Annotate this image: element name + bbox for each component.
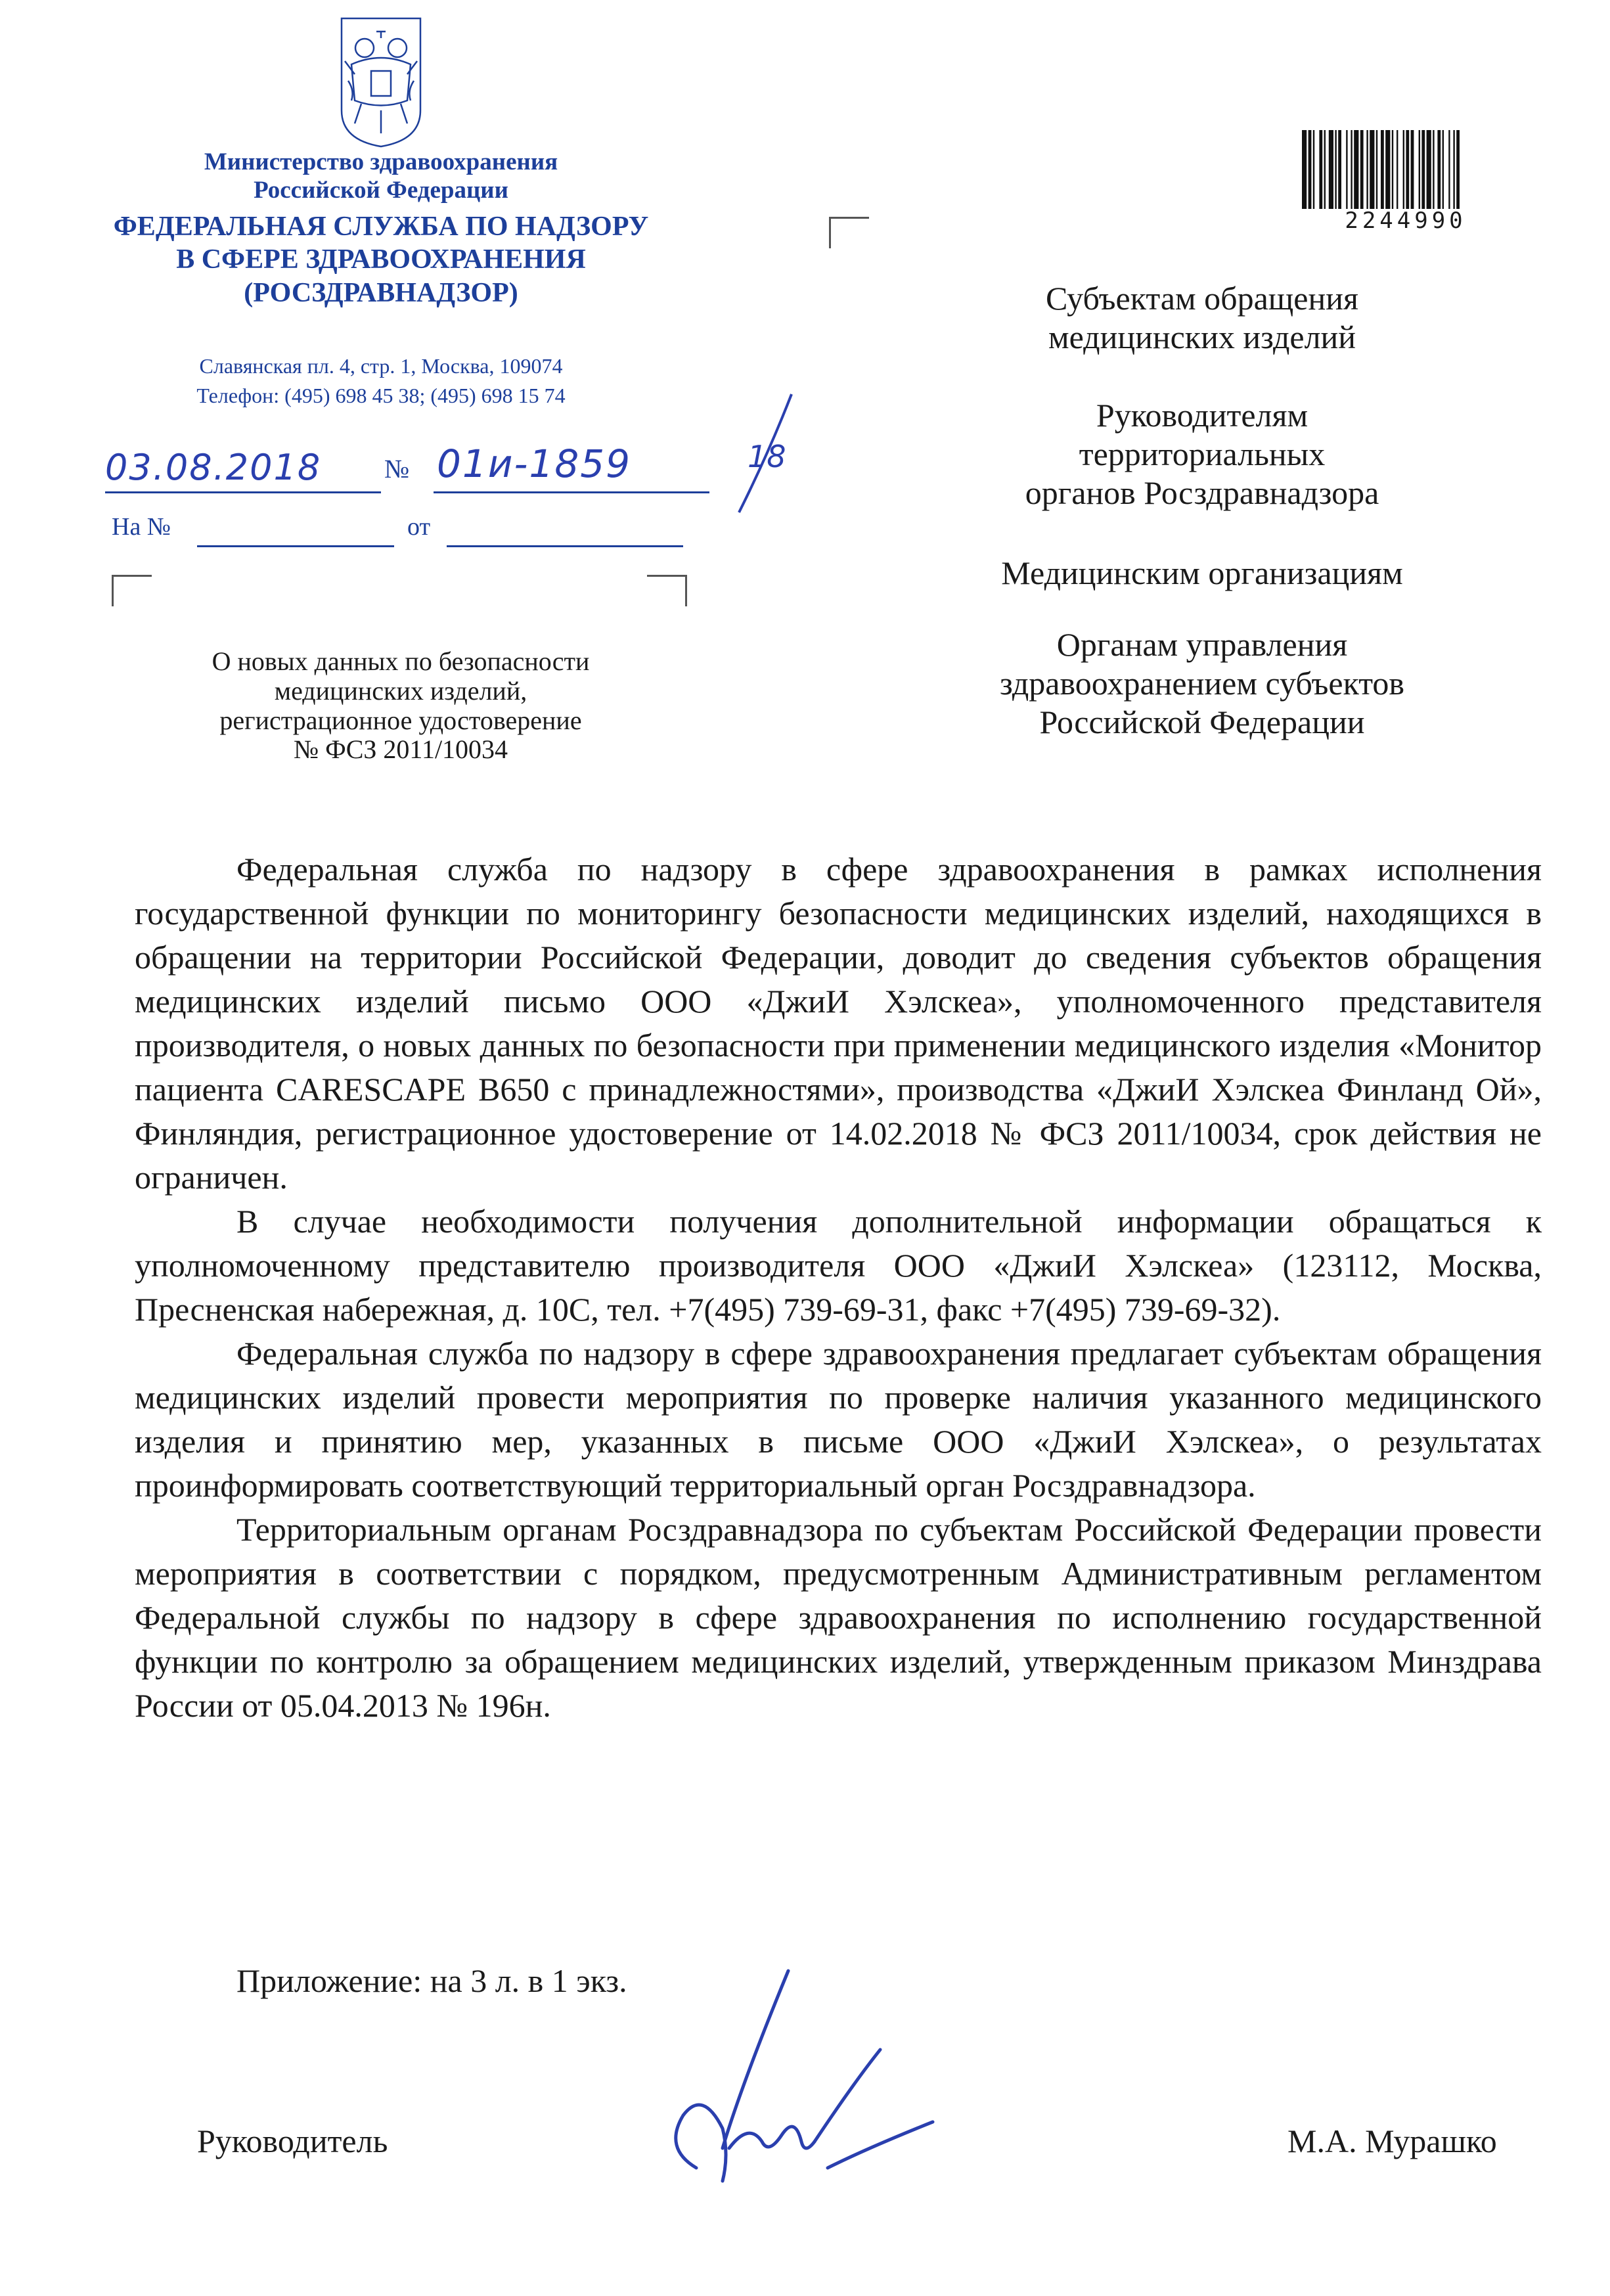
barcode-bar [1329, 130, 1333, 209]
barcode-bar [1403, 130, 1404, 209]
reference-date-label: от [407, 513, 431, 541]
barcode-bar [1406, 130, 1409, 209]
reference-number-label: На № [112, 513, 171, 541]
reference-number-line [197, 545, 394, 547]
service-name: ФЕДЕРАЛЬНАЯ СЛУЖБА ПО НАДЗОРУ В СФЕРЕ ЗДРАВООХРАНЕНИЯ (РОСЗДРАВНАДЗОР) [113, 212, 649, 308]
signatory-title: Руководитель [197, 2123, 388, 2159]
barcode-bar [1370, 130, 1374, 209]
subject-right-bracket [647, 575, 687, 606]
barcode-bar [1360, 130, 1364, 209]
barcode-bar [1456, 130, 1460, 209]
barcode-bar [1376, 130, 1377, 209]
barcode-bar [1351, 130, 1352, 209]
barcode-bar [1335, 130, 1336, 209]
barcode-bar [1385, 130, 1390, 209]
body-paragraph: Федеральная служба по надзору в сфере здравоохранения в рамках исполнения государственной функции по мониторингу безопасности медицинских изделий, находящихся в обращении на территории Российской Федерации, доводит до сведения субъектов обращения медицинских изделий письмо ООО «ДжиИ Хэлскеа», уполномоченного представителя производителя, о новых данных по безопасности при применении медицинского изделия «Монитор пациента CARESCAPE B650 с принадлежностями», производства «ДжиИ Хэлскеа Финланд Ой», Финляндия, регистрационное удостоверение от 14.02.2018 № ФСЗ 2011/10034, срок действия не ограничен. [135, 851, 1542, 1196]
barcode-bar [1346, 130, 1347, 209]
barcode-bar [1381, 130, 1384, 209]
barcode-bar [1453, 130, 1454, 209]
ministry-name: Министерство здравоохранения Российской Федерации [204, 148, 558, 204]
barcode-bar [1427, 130, 1431, 209]
body-paragraph: Федеральная служба по надзору в сфере здравоохранения предлагает субъектам обращения медицинских изделий провести мероприятия по проверке наличия указанного медицинского изделия и принятию мер, указанных в письме ООО «ДжиИ Хэлскеа», о результатах проинформировать соответствующий территориальный орган Росздравнадзора. [135, 1335, 1542, 1504]
barcode-bar [1442, 130, 1444, 209]
letter-body [135, 847, 1542, 1728]
barcode-bar [1308, 130, 1312, 209]
number-underline [434, 491, 709, 493]
letter-subject: О новых данных по безопасности медицинских изделий, регистрационное удостоверение № ФСЗ 2011/10034 [212, 646, 590, 765]
barcode-bar [1419, 130, 1420, 209]
address-line: Славянская пл. 4, стр. 1, Москва, 109074 [199, 354, 563, 378]
addressee-corner-bracket [829, 217, 869, 248]
barcode-bar [1319, 130, 1322, 209]
barcode-bar [1324, 130, 1326, 209]
body-paragraph: В случае необходимости получения дополнительной информации обращаться к уполномоченному представителю производителя ООО «ДжиИ Хэлскеа» (123112, Москва, Пресненская набережная, д. 10С, тел. +7(495) 739-69-31, факс +7(495) 739-69-32). [135, 1203, 1542, 1328]
registration-year: 18 [748, 439, 786, 474]
barcode-bar [1366, 130, 1368, 209]
coat-of-arms-icon [335, 12, 427, 150]
barcode-number: 2244990 [1345, 208, 1467, 234]
body-paragraph: Территориальным органам Росздравнадзора по субъектам Российской Федерации провести мероприятия в соответствии с порядком, предусмотренным Административным регламентом Федеральной службы по надзору в сфере здравоохранения по исполнению государственной функции по контролю за обращением медицинских изделий, утвержденным приказом Минздрава России от 05.04.2013 № 196н. [135, 1511, 1542, 1724]
barcode-bar [1338, 130, 1341, 209]
appendix-note: Приложение: на 3 л. в 1 экз. [236, 1962, 627, 1999]
barcode-bar [1397, 130, 1398, 209]
barcode-bar [1354, 130, 1358, 209]
phone-line: Телефон: (495) 698 45 38; (495) 698 15 74 [196, 383, 566, 407]
date-underline [105, 491, 381, 493]
barcode-bar [1392, 130, 1393, 209]
handwritten-signature-icon [657, 1951, 972, 2194]
barcode-icon [1301, 130, 1508, 209]
barcode-bar [1313, 130, 1314, 209]
barcode-bar [1437, 130, 1441, 209]
barcode-bar [1433, 130, 1434, 209]
barcode-bar [1411, 130, 1414, 209]
addressee-item: Руководителям территориальных органов Росздравнадзора [1025, 397, 1379, 511]
registration-date: 03.08.2018 [105, 447, 322, 488]
barcode-bar [1302, 130, 1307, 209]
subject-left-bracket [112, 575, 152, 606]
barcode-bar [1421, 130, 1425, 209]
service-address [99, 351, 663, 411]
addressee-item: Медицинским организациям [1001, 554, 1403, 591]
reference-date-line [447, 545, 683, 547]
registration-number: 01и-1859 [437, 441, 632, 486]
addressee-item: Субъектам обращения медицинских изделий [1046, 280, 1358, 355]
registration-no-label: № [384, 454, 410, 484]
addressee-item: Органам управления здравоохранением субъектов Российской Федерации [999, 626, 1405, 740]
signatory-name: М.А. Мурашко [1287, 2123, 1497, 2159]
barcode-bar [1448, 130, 1450, 209]
